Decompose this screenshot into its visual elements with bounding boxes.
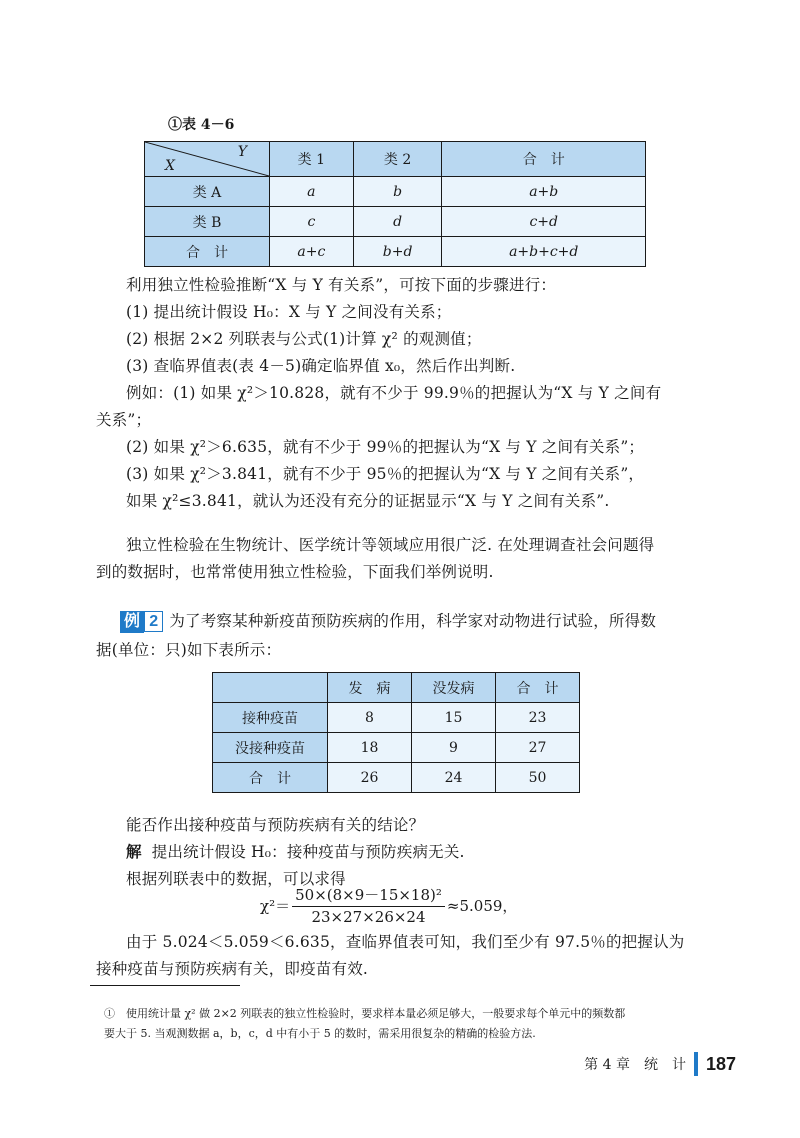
table-cell: d xyxy=(353,207,442,237)
column-header: 类 2 xyxy=(353,142,442,177)
row-header: 没接种疫苗 xyxy=(213,733,328,763)
solution-step-1 xyxy=(126,839,465,866)
formula-fraction xyxy=(292,884,445,926)
chapter-label: 第 4 章 统 计 xyxy=(584,1057,686,1073)
table-cell: 27 xyxy=(496,733,580,763)
table-row xyxy=(213,703,580,733)
example-number: 2 xyxy=(144,611,163,632)
table-corner-cell xyxy=(145,142,270,177)
table-cell: a+b xyxy=(442,177,646,207)
paragraph-application-cont: 到的数据时，也常常使用独立性检验，下面我们举例说明. xyxy=(96,563,494,581)
column-header: 合 计 xyxy=(442,142,646,177)
chi-square-formula xyxy=(260,884,517,926)
footer-accent-bar xyxy=(694,1052,698,1076)
footnote-divider xyxy=(90,985,240,986)
footnote-line-2: 要大于 5. 当观测数据 a，b，c，d 中有小于 5 的数时，需采用很复杂的精确的检验方法. xyxy=(104,1027,536,1040)
table-row xyxy=(145,237,646,267)
table-cell: 15 xyxy=(412,703,496,733)
column-header: 类 1 xyxy=(270,142,354,177)
conclusion-line-2: 接种疫苗与预防疾病有关，即疫苗有效. xyxy=(96,960,369,978)
corner-x-label: X xyxy=(165,158,175,174)
table-cell: c xyxy=(270,207,354,237)
page-number: 187 xyxy=(705,1053,736,1074)
table-corner-cell xyxy=(213,673,328,703)
vaccine-data-table xyxy=(212,672,580,793)
row-header: 合 计 xyxy=(213,763,328,793)
solution-step-1-text: 提出统计假设 H₀：接种疫苗与预防疾病无关. xyxy=(151,843,465,861)
contingency-table-general xyxy=(144,141,646,267)
column-header: 没发病 xyxy=(412,673,496,703)
paragraph-steps-intro: 利用独立性检验推断“X 与 Y 有关系”，可按下面的步骤进行： xyxy=(126,276,557,294)
table-cell: 50 xyxy=(496,763,580,793)
table-row xyxy=(145,177,646,207)
example-2-text-cont: 据(单位：只)如下表所示： xyxy=(96,641,282,659)
formula-rhs: ≈5.059， xyxy=(446,896,518,915)
table-cell: b xyxy=(353,177,442,207)
row-header: 合 计 xyxy=(145,237,270,267)
paragraph-example-2: (2) 如果 χ²＞6.635，就有不少于 99％的把握认为“X 与 Y 之间有关系”； xyxy=(126,438,645,456)
column-header: 合 计 xyxy=(496,673,580,703)
paragraph-example-4: 如果 χ²≤3.841，就认为还没有充分的证据显示“X 与 Y 之间有关系”. xyxy=(126,492,610,510)
paragraph-example-3: (3) 如果 χ²＞3.841，就有不少于 95％的把握认为“X 与 Y 之间有关系”， xyxy=(126,465,645,483)
formula-denominator: 23×27×26×24 xyxy=(311,908,426,926)
table-cell: 18 xyxy=(328,733,412,763)
table-cell: 9 xyxy=(412,733,496,763)
solution-question: 能否作出接种疫苗与预防疾病有关的结论？ xyxy=(126,816,425,834)
row-header: 接种疫苗 xyxy=(213,703,328,733)
formula-numerator: 50×(8×9－15×18)² xyxy=(292,884,445,907)
paragraph-application: 独立性检验在生物统计、医学统计等领域应用很广泛. 在处理调查社会问题得 xyxy=(126,536,655,554)
table-cell: 24 xyxy=(412,763,496,793)
table-cell: a+c xyxy=(270,237,354,267)
page-footer xyxy=(584,1052,736,1076)
table-cell: 23 xyxy=(496,703,580,733)
row-header: 类 B xyxy=(145,207,270,237)
column-header: 发 病 xyxy=(328,673,412,703)
solution-label: 解 xyxy=(126,843,142,861)
table-cell: b+d xyxy=(353,237,442,267)
solution-step-2: 根据列联表中的数据，可以求得 xyxy=(126,870,346,888)
table-cell: c+d xyxy=(442,207,646,237)
example-2-text: 为了考察某种新疫苗预防疾病的作用，科学家对动物进行试验，所得数 xyxy=(169,612,657,630)
table-row xyxy=(213,733,580,763)
table-cell: 8 xyxy=(328,703,412,733)
paragraph-example-1-cont: 关系”； xyxy=(96,411,152,429)
corner-y-label: Y xyxy=(237,144,247,160)
example-badge: 例 xyxy=(120,611,144,633)
formula-lhs: χ²＝ xyxy=(260,896,291,915)
paragraph-step-3: (3) 查临界值表(表 4－5)确定临界值 x₀，然后作出判断. xyxy=(126,357,516,375)
paragraph-step-1: (1) 提出统计假设 H₀：X 与 Y 之间没有关系； xyxy=(126,303,452,321)
table-cell: a+b+c+d xyxy=(442,237,646,267)
paragraph-step-2: (2) 根据 2×2 列联表与公式(1)计算 χ² 的观测值； xyxy=(126,330,482,348)
table-caption: ①表 4－6 xyxy=(168,117,235,133)
row-header: 类 A xyxy=(145,177,270,207)
table-cell: a xyxy=(270,177,354,207)
diagonal-divider xyxy=(145,142,269,176)
footnote xyxy=(104,1004,714,1044)
example-2-heading xyxy=(120,608,656,635)
table-row xyxy=(145,207,646,237)
table-row xyxy=(213,763,580,793)
table-cell: 26 xyxy=(328,763,412,793)
paragraph-example-1: 例如：(1) 如果 χ²＞10.828，就有不少于 99.9％的把握认为“X 与 Y 之间有 xyxy=(126,384,662,402)
footnote-line-1: ① 使用统计量 χ² 做 2×2 列联表的独立性检验时，要求样本量必须足够大，一般要求每个单元中的频数都 xyxy=(104,1007,626,1020)
conclusion-line-1: 由于 5.024＜5.059＜6.635，查临界值表可知，我们至少有 97.5％的把握认为 xyxy=(126,933,685,951)
